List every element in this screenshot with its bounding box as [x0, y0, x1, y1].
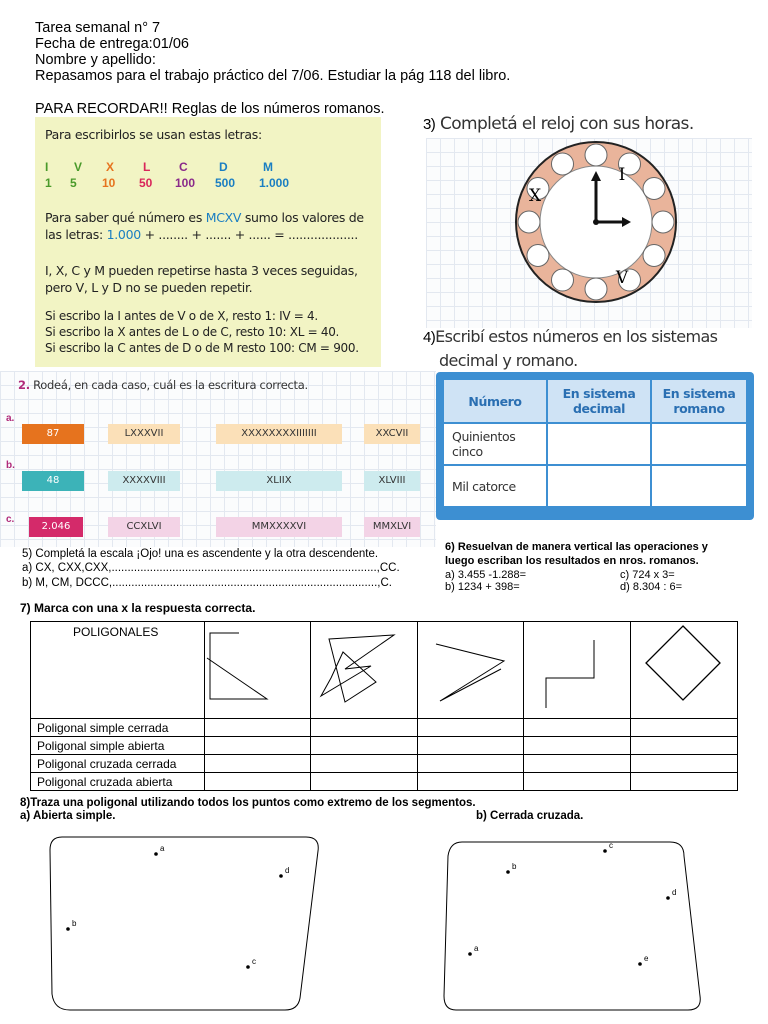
q8-a-label: a) Abierta simple. — [20, 810, 116, 822]
q8-b-label: b) Cerrada cruzada. — [476, 810, 584, 822]
row-number: Mil catorce — [443, 465, 547, 507]
q8-point[interactable] — [603, 849, 607, 853]
q2-number-card: 2.046 — [29, 517, 83, 537]
clock-label-ten: X — [528, 186, 542, 206]
answer-cell[interactable] — [547, 423, 651, 465]
roman-symbol: M — [263, 160, 273, 174]
col-roman: En sistema romano — [651, 379, 747, 423]
q8-point-label: e — [644, 954, 649, 963]
q8-point[interactable] — [468, 952, 472, 956]
roman-symbol: V — [74, 160, 83, 174]
answer-cell[interactable] — [547, 465, 651, 507]
sum-rule: Para saber qué número es MCXV sumo los valores de las letras: 1.000 + ........ + ....... + ...... = ................... — [45, 210, 364, 242]
answer-checkbox-cell[interactable] — [205, 719, 311, 737]
answer-checkbox-cell[interactable] — [311, 737, 418, 755]
answer-checkbox-cell[interactable] — [524, 755, 631, 773]
clock-hour-bubble[interactable] — [518, 211, 540, 233]
answer-checkbox-cell[interactable] — [524, 719, 631, 737]
roman-symbol: X — [106, 160, 115, 174]
roman-letter-x — [102, 160, 139, 190]
clock-hour-bubble[interactable] — [585, 144, 607, 166]
q2-option[interactable]: MMXLVI — [364, 517, 420, 537]
q2-option[interactable]: MMXXXXVI — [216, 517, 342, 537]
answer-cell[interactable] — [651, 423, 747, 465]
worksheet-title: Tarea semanal n° 7 — [35, 20, 161, 36]
roman-letter-i — [45, 160, 70, 190]
polygonal-row-label: Poligonal cruzada cerrada — [31, 755, 205, 773]
polygonal-row-label: Poligonal cruzada abierta — [31, 773, 205, 791]
shape-cell-5 — [631, 622, 738, 719]
area-a-box[interactable] — [50, 837, 318, 1010]
subtract-rule: Si escribo la I antes de V o de X, resto 1: IV = 4. Si escribo la X antes de L o de C, resto 10: XL = 40. Si escribo la C antes de D o de M resto 100: CM = 900. — [45, 309, 359, 355]
clock-hour-bubble[interactable] — [643, 178, 665, 200]
q6-op-b: b) 1234 + 398= — [445, 581, 520, 593]
q4-title: 4)Escribí estos números en los sistemas decimal y romano. — [423, 327, 718, 370]
name-field-label: Nombre y apellido: — [35, 52, 156, 68]
q7-title: 7) Marca con una x la respuesta correcta. — [20, 601, 256, 615]
answer-checkbox-cell[interactable] — [418, 773, 524, 791]
q2-title: 2. Rodeá, en cada caso, cuál es la escritura correcta. — [18, 378, 308, 392]
q2-exercise — [0, 371, 436, 547]
row-number: Quinientos cinco — [443, 423, 547, 465]
q6-title-line1: 6) Resuelvan de manera vertical las operaciones y — [445, 541, 708, 553]
roman-letter-v — [70, 160, 102, 190]
roman-value: 500 — [215, 176, 236, 190]
q2-option[interactable]: LXXXVII — [108, 424, 180, 444]
roman-rules-box — [35, 117, 381, 367]
shape-crossed-open-icon — [205, 622, 310, 713]
q6-op-c: c) 724 x 3= — [620, 569, 675, 581]
worksheet-header — [35, 20, 510, 84]
roman-value: 10 — [102, 176, 116, 190]
shape-simple-open-icon — [418, 622, 523, 713]
answer-checkbox-cell[interactable] — [311, 719, 418, 737]
roman-letters-row — [45, 160, 299, 190]
answer-checkbox-cell[interactable] — [418, 719, 524, 737]
q8-point-label: b — [512, 862, 517, 871]
roman-letter-m — [259, 160, 299, 190]
answer-checkbox-cell[interactable] — [631, 737, 738, 755]
shape-cell-3 — [418, 622, 524, 719]
q8-point-label: a — [474, 944, 479, 953]
rules-heading: PARA RECORDAR!! Reglas de los números romanos. — [35, 101, 385, 117]
q2-row-label: b. — [6, 460, 15, 471]
answer-cell[interactable] — [651, 465, 747, 507]
clock-label-five: V — [615, 268, 629, 288]
clock-hour-bubble[interactable] — [652, 211, 674, 233]
clock-hour-bubble[interactable] — [552, 153, 574, 175]
q8-point[interactable] — [638, 962, 642, 966]
q3-title: 3) Completá el reloj con sus horas. — [423, 114, 694, 134]
roman-value: 1.000 — [259, 176, 290, 190]
q2-option[interactable]: XXXXVIII — [108, 471, 180, 491]
answer-checkbox-cell[interactable] — [631, 773, 738, 791]
answer-checkbox-cell[interactable] — [311, 773, 418, 791]
q8-point-label: c — [609, 841, 613, 850]
answer-checkbox-cell[interactable] — [418, 755, 524, 773]
q8-title: 8)Traza una poligonal utilizando todos los puntos como extremo de los segmentos. a) Abierta simple. b) Cerrada cruzada. — [20, 797, 584, 822]
answer-checkbox-cell[interactable] — [205, 755, 311, 773]
polygonal-row-label: Poligonal simple abierta — [31, 737, 205, 755]
polygonal-table — [30, 621, 738, 791]
q5-item-a: a) CX, CXX,CXX,...................................................................................,CC. — [22, 562, 400, 574]
polygonal-header: POLIGONALES — [73, 625, 159, 639]
clock-illustration — [426, 138, 752, 328]
q6-title-line2: luego escriban los resultados en nros. romanos. — [445, 555, 699, 567]
q8-point-label: c — [252, 957, 256, 966]
q2-option[interactable]: XLVIII — [364, 471, 420, 491]
shape-step-icon — [524, 622, 630, 713]
q2-row-label: c. — [6, 514, 15, 525]
roman-value: 5 — [70, 176, 77, 190]
col-number: Número — [443, 379, 547, 423]
q2-option[interactable]: XLIIX — [216, 471, 342, 491]
numbers-table — [436, 372, 754, 520]
answer-checkbox-cell[interactable] — [524, 737, 631, 755]
roman-letter-l — [139, 160, 175, 190]
clock-hour-bubble[interactable] — [643, 245, 665, 267]
roman-letter-c — [175, 160, 215, 190]
q8-point[interactable] — [154, 852, 158, 856]
roman-value: 1 — [45, 176, 52, 190]
roman-value: 100 — [175, 176, 196, 190]
q5-item-b: b) M, CM, DCCC,...................................................................................,C. — [22, 577, 392, 589]
q8-point-label: a — [160, 844, 165, 853]
instructions: Repasamos para el trabajo práctico del 7/06. Estudiar la pág 118 del libro. — [35, 68, 511, 84]
due-date: Fecha de entrega:01/06 — [35, 36, 189, 52]
q2-number-card: 87 — [22, 424, 84, 444]
repeat-rule: I, X, C y M pueden repetirse hasta 3 veces seguidas, pero V, L y D no se pueden repetir. — [45, 263, 358, 295]
q2-number-card: 48 — [22, 471, 84, 491]
q8-point[interactable] — [279, 874, 283, 878]
q8-point[interactable] — [246, 965, 250, 969]
clock-area — [426, 138, 752, 328]
answer-checkbox-cell[interactable] — [631, 719, 738, 737]
roman-symbol: D — [219, 160, 228, 174]
shape-crossed-closed-icon — [311, 622, 417, 713]
q8-point-label: d — [672, 888, 677, 897]
q2-row-label: a. — [6, 413, 15, 424]
rules-intro: Para escribirlos se usan estas letras: — [45, 127, 262, 142]
clock-hour-bubble[interactable] — [585, 278, 607, 300]
q8-point[interactable] — [66, 927, 70, 931]
answer-checkbox-cell[interactable] — [311, 755, 418, 773]
q8-point-label: b — [72, 919, 77, 928]
q8-point[interactable] — [506, 870, 510, 874]
shape-cell-1 — [205, 622, 311, 719]
q8-point[interactable] — [666, 896, 670, 900]
q8-point-label: d — [285, 866, 290, 875]
shape-diamond-icon — [631, 622, 737, 713]
roman-symbol: L — [143, 160, 151, 174]
q2-option[interactable]: XXXXXXXXIIIIIII — [216, 424, 342, 444]
q8-drawing-areas[interactable] — [0, 830, 768, 1020]
roman-letter-d — [215, 160, 259, 190]
answer-checkbox-cell[interactable] — [631, 755, 738, 773]
answer-checkbox-cell[interactable] — [205, 737, 311, 755]
shape-cell-4 — [524, 622, 631, 719]
q5-title: 5) Completá la escala ¡Ojo! una es ascendente y la otra descendente. — [22, 548, 379, 560]
shape-cell-2 — [311, 622, 418, 719]
roman-value: 50 — [139, 176, 153, 190]
polygonal-row-label: Poligonal simple cerrada — [31, 719, 205, 737]
q6-op-a: a) 3.455 -1.288= — [445, 569, 527, 581]
clock-hour-bubble[interactable] — [527, 245, 549, 267]
roman-symbol: C — [179, 160, 188, 174]
clock-hour-bubble[interactable] — [552, 269, 574, 291]
answer-checkbox-cell[interactable] — [418, 737, 524, 755]
q6-op-d: d) 8.304 : 6= — [620, 581, 683, 593]
roman-symbol: I — [45, 160, 49, 174]
q2-option[interactable]: XXCVII — [364, 424, 420, 444]
col-decimal: En sistema decimal — [547, 379, 651, 423]
q2-option[interactable]: CCXLVI — [108, 517, 180, 537]
answer-checkbox-cell[interactable] — [524, 773, 631, 791]
answer-checkbox-cell[interactable] — [205, 773, 311, 791]
area-b-box[interactable] — [444, 842, 700, 1010]
clock-label-one: I — [618, 165, 626, 185]
